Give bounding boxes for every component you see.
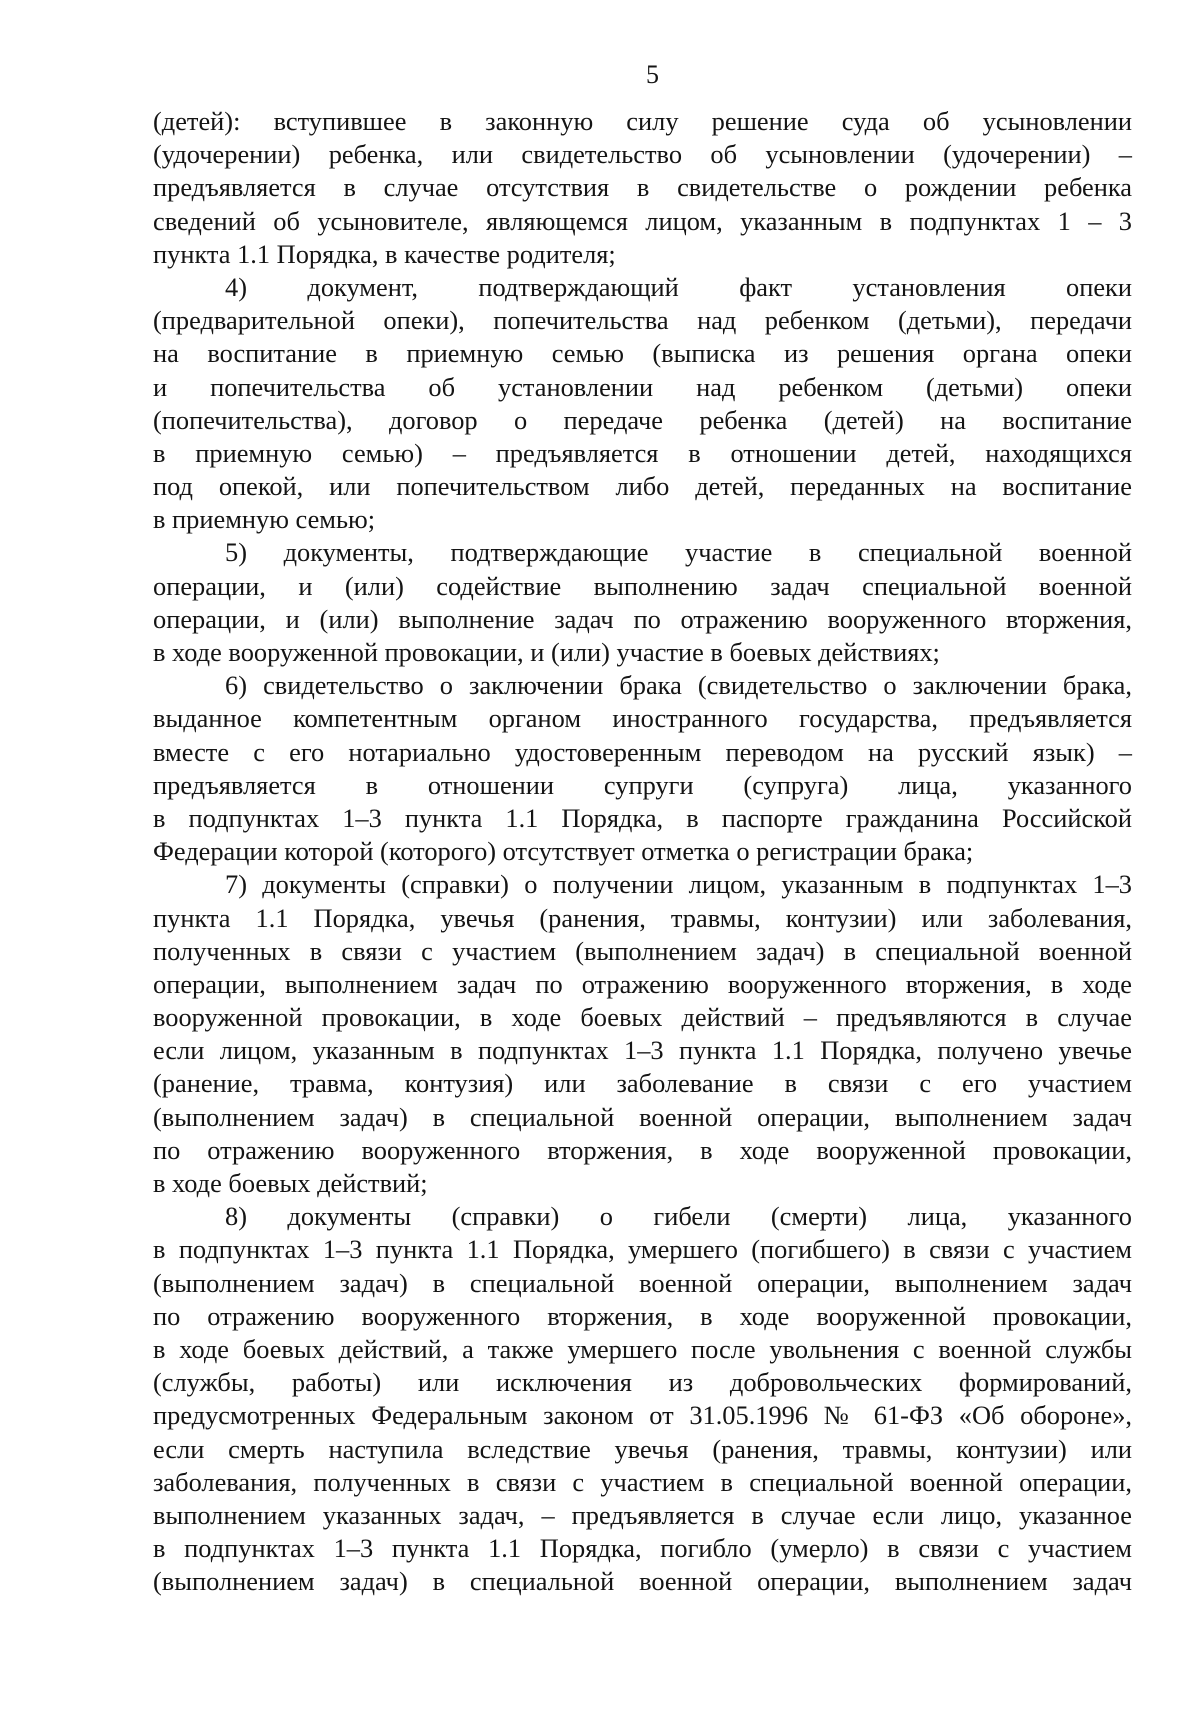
text-line: в ходе боевых действий;	[153, 1168, 428, 1198]
text-line: в подпунктах 1–3 пункта 1.1 Порядка, в паспорте гражданина Российской	[153, 802, 1132, 833]
text-line: вместе с его нотариально удостоверенным переводом на русский язык) –	[153, 736, 1132, 767]
text-line: сведений об усыновителе, являющемся лицом, указанным в подпунктах 1 – 3	[153, 205, 1132, 236]
document-body	[153, 105, 1132, 1598]
text-line: полученных в связи с участием (выполнением задач) в специальной военной	[153, 935, 1132, 966]
text-line: 8) документы (справки) о гибели (смерти) лица, указанного	[225, 1201, 1132, 1232]
text-line: если лицом, указанным в подпунктах 1–3 пункта 1.1 Порядка, получено увечье	[153, 1035, 1132, 1066]
page-number: 5	[646, 60, 659, 89]
text-line: (попечительства), договор о передаче ребенка (детей) на воспитание	[153, 404, 1132, 435]
text-line: в ходе вооруженной провокации, и (или) участие в боевых действиях;	[153, 637, 940, 667]
text-line: в подпунктах 1–3 пункта 1.1 Порядка, погибло (умерло) в связи с участием	[153, 1533, 1132, 1564]
text-line: (удочерении) ребенка, или свидетельство об усыновлении (удочерении) –	[153, 139, 1132, 170]
text-line: пункта 1.1 Порядка, в качестве родителя;	[153, 238, 616, 269]
text-line: выполнением указанных задач, – предъявляется в случае если лицо, указанное	[153, 1499, 1132, 1530]
text-line: (выполнением задач) в специальной военной операции, выполнением задач	[153, 1566, 1132, 1597]
text-line: (ранение, травма, контузия) или заболевание в связи с его участием	[153, 1068, 1132, 1099]
text-line: в подпунктах 1–3 пункта 1.1 Порядка, умершего (погибшего) в связи с участием	[153, 1234, 1132, 1265]
text-line: на воспитание в приемную семью (выписка из решения органа опеки	[153, 338, 1132, 369]
text-line: заболевания, полученных в связи с участием в специальной военной операции,	[153, 1466, 1132, 1497]
text-line: операции, и (или) содействие выполнению задач специальной военной	[153, 570, 1132, 601]
text-line: под опекой, или попечительством либо детей, переданных на воспитание	[153, 471, 1132, 502]
text-line: операции, и (или) выполнение задач по отражению вооруженного вторжения,	[153, 603, 1132, 634]
text-line: предусмотренных Федеральным законом от 31.05.1996 № 61-ФЗ «Об обороне»,	[153, 1400, 1132, 1431]
text-line: (выполнением задач) в специальной военной операции, выполнением задач	[153, 1101, 1132, 1132]
text-line: операции, выполнением задач по отражению вооруженного вторжения, в ходе	[153, 968, 1132, 999]
text-line: по отражению вооруженного вторжения, в ходе вооруженной провокации,	[153, 1300, 1132, 1331]
text-line: предъявляется в отношении супруги (супруга) лица, указанного	[153, 769, 1132, 800]
text-line: (службы, работы) или исключения из добровольческих формирований,	[153, 1367, 1132, 1398]
text-line: в приемную семью;	[153, 504, 376, 535]
text-line: в приемную семью) – предъявляется в отношении детей, находящихся	[153, 437, 1132, 468]
text-line: 5) документы, подтверждающие участие в специальной военной	[225, 537, 1132, 568]
text-line: и попечительства об установлении над ребенком (детьми) опеки	[153, 371, 1132, 402]
text-line: выданное компетентным органом иностранного государства, предъявляется	[153, 703, 1132, 734]
text-line: 4) документ, подтверждающий факт установления опеки	[225, 271, 1132, 302]
text-line: предъявляется в случае отсутствия в свидетельстве о рождении ребенка	[153, 172, 1132, 203]
text-line: пункта 1.1 Порядка, увечья (ранения, травмы, контузии) или заболевания,	[153, 902, 1132, 933]
text-line: если смерть наступила вследствие увечья (ранения, травмы, контузии) или	[153, 1433, 1132, 1464]
text-line: (детей): вступившее в законную силу решение суда об усыновлении	[153, 106, 1132, 136]
text-line: по отражению вооруженного вторжения, в ходе вооруженной провокации,	[153, 1134, 1132, 1165]
text-line: 7) документы (справки) о получении лицом, указанным в подпунктах 1–3	[225, 869, 1132, 900]
text-line: (выполнением задач) в специальной военной операции, выполнением задач	[153, 1267, 1132, 1298]
text-line: 6) свидетельство о заключении брака (свидетельство о заключении брака,	[225, 670, 1132, 701]
text-line: Федерации которой (которого) отсутствует отметка о регистрации брака;	[153, 836, 974, 867]
text-line: в ходе боевых действий, а также умершего после увольнения с военной службы	[153, 1333, 1132, 1364]
text-line: (предварительной опеки), попечительства над ребенком (детьми), передачи	[153, 305, 1132, 336]
text-line: вооруженной провокации, в ходе боевых действий – предъявляются в случае	[153, 1002, 1132, 1033]
